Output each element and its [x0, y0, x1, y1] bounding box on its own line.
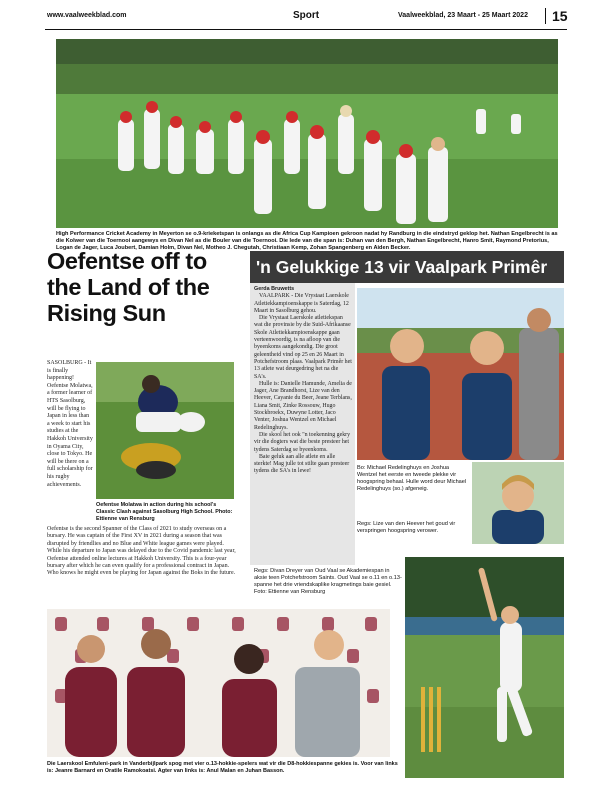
athletics-paragraph: Baie geluk aan alle atlete en alle sterkte! Mag julle tot stilte gaan presteer tydens die SA's in lewe! — [254, 453, 350, 475]
athlete-girl-caption: Regs: Lize van den Heever het goud vir verspringen hoogspring verower. — [357, 521, 456, 534]
bowler-caption: Regs: Divan Dreyer van Oud Vaal se Akademiespan in aksie teen Potchefstroom Saints. Oud Vaal se o.11 en o.13-spanne het drie vriendskaplike kragmetings baie gesiel. Foto: Ettienne van Rensburg — [254, 568, 402, 595]
athletes-boys-photo — [357, 288, 564, 460]
hockey-group-caption: Die Laerskool Emfuleni-park in Vanderbijlpark spog met vier o.13-hokkie-spelers wat vir die D8-hokkiespanne gekies is. Voor van links is: Jeanre Barnard en Oratile Ramokoatsi. Agter van links is: Anul Malan en Juhan Basson. — [47, 761, 398, 774]
section-label: Sport — [293, 10, 320, 21]
athlete-girl-photo — [472, 462, 564, 544]
site-url[interactable]: www.vaalweekblad.com — [47, 12, 127, 19]
athletics-paragraph: VAALPARK - Die Vrystaat Laerskole Atletiekkampioenskappe is Saterdag, 12 Maart in Sasolburg gehou. — [254, 293, 349, 314]
athletics-byline: Gerda Bruwetts — [254, 286, 295, 292]
cricket-team-photo — [56, 39, 558, 228]
dateline: Vaalweekblad, 23 Maart - 25 Maart 2022 — [398, 12, 528, 19]
page-number: 15 — [545, 8, 568, 24]
athletics-paragraph: Hulle is: Danielle Hamunde, Amelia de Jager, Ane Brandhorst, Lize van den Heever, Cayanie du Beer, Jeane Terblans, Liana Smit, Zinke Rossouw, Hugo Stockbroekx, Duwyne Lotter, Jaco Venter, Joshua Wentzel en Michael Redelinghuys. — [254, 380, 352, 431]
athletics-headline: 'n Gelukkige 13 vir Vaalpark Primêr — [256, 257, 548, 277]
rugby-intro: SASOLBURG - It is finally happening! Oefentse Molatwa, a former learner of HTS Sasolburg, will be flying to Japan in less than a week to start his studies at the Hakkoh University in Oyama City, close to Tokyo. He will be there on a full scholarship for his rugby achievements. — [47, 360, 93, 488]
cricket-team-caption: High Performance Cricket Academy in Meyerton se o.9-krieketspan is onlangs as die Africa Cup Kampioen gekroon nadat hy Randburg in die eindstryd geklop het. Nathan Engelbrecht is as die Kolwer van die Toernooi aangewys en Divan Nel as die Bouler van die Toernooi. Die lede van die span is: Duhan van den Bergh, Nathan Engelbrecht, Hanro Smit, Raymond Pretorius, Logan de Jager, Luca Joubert, Damian Holm, Divan Nel, Motheo J. Chegutah, Christiaan Kemp, Zohan Spangenberg en Aiden Becker. — [56, 231, 558, 251]
rugby-action-photo — [96, 362, 234, 499]
athletics-paragraph: Die skool het ook "n toekenning gekry vir die dogters wat die beste presteer het tydens Saterdag se byeenkoms. — [254, 431, 351, 453]
rugby-photo-caption: Oefentse Molatwa in action during his school's Classic Clash against Sasolburg High School. Photo: Ettienne van Rensburg — [96, 502, 233, 522]
cricket-bowler-photo — [405, 557, 564, 778]
hockey-players-photo — [47, 609, 390, 757]
masthead-bar — [45, 9, 567, 30]
athletes-boys-caption: Bo: Michael Redelinghuys en Joshua Wentzel het eerste en tweede plekke vir hoogspring behaal. Hulle word deur Michael Redelinghuys (so.) afgeneig. — [357, 465, 467, 492]
rugby-body: Oefentse is the second Spanner of the Class of 2021 to study overseas on a bursary. He was captain of the First XV in 2021 during a season that was disrupted by friendlies and no Blue and White league games were played. While his departure to Japan was delayed due to the Covid pandemic last year, Oefentse attended online lectures at Hakkoh University. This is a four-year bursary after which he can even qualify for a professional contract in Japan. Who knows he might even be playing for Japan against the Boks in the future. — [47, 526, 236, 577]
athletics-text — [254, 286, 352, 476]
athletics-paragraph: Die Vrystaat Laerskole atletiekspan wat die provinsie by die Suid-Afrikaanse Skole Atletiekkampioenskappe gaan verteenwoordig, is na afloop van die byeenkoms aangekondig. Die groot geleentheid vind op 25 en 26 Maart in Potchefstroom plaas. Vaalpark Primêr het 13 atlete wat deurgedring het na die SA's. — [254, 315, 352, 380]
rugby-headline: Oefentse off to the Land of the Rising Sun — [47, 248, 210, 326]
